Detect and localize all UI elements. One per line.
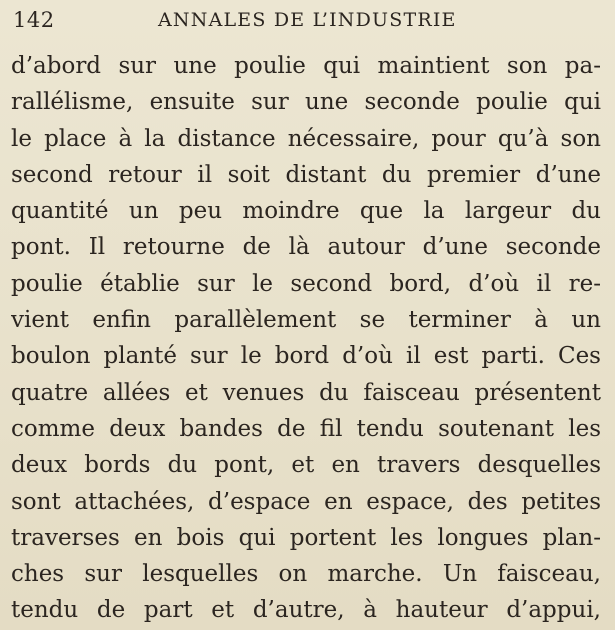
page-header: [13, 8, 605, 38]
text-line: rallélisme, ensuite sur une seconde poulie qui: [11, 89, 601, 116]
text-line: d’abord sur une poulie qui maintient son pa-: [11, 53, 601, 79]
text-line: boulon planté sur le bord d’où il est parti. Ces: [11, 343, 601, 370]
text-line: ches sur lesquelles on marche. Un faisceau,: [11, 561, 601, 588]
text-line: poulie établie sur le second bord, d’où il re-: [11, 270, 601, 297]
text-line: comme deux bandes de fil tendu soutenant les: [11, 415, 601, 442]
text-line: traverses en bois qui portent les longues plan-: [11, 524, 601, 551]
text-line: quatre allées et venues du faisceau présentent: [11, 379, 601, 406]
text-line: sont attachées, d’espace en espace, des petites: [11, 488, 601, 515]
running-head: ANNALES DE L’INDUSTRIE: [158, 9, 457, 31]
body-text: [11, 48, 601, 629]
text-line: le place à la distance nécessaire, pour qu’à son: [11, 125, 601, 152]
text-line: second retour il soit distant du premier d’une: [11, 161, 601, 188]
text-line: tendu de part et d’autre, à hauteur d’appui,: [11, 597, 601, 624]
text-line: deux bords du pont, et en travers desquelles: [11, 452, 601, 479]
text-line: pont. Il retourne de là autour d’une seconde: [11, 234, 601, 261]
text-line: quantité un peu moindre que la largeur du: [11, 198, 601, 225]
page-number: 142: [13, 8, 55, 32]
text-line: vient enfin parallèlement se terminer à un: [11, 307, 601, 334]
